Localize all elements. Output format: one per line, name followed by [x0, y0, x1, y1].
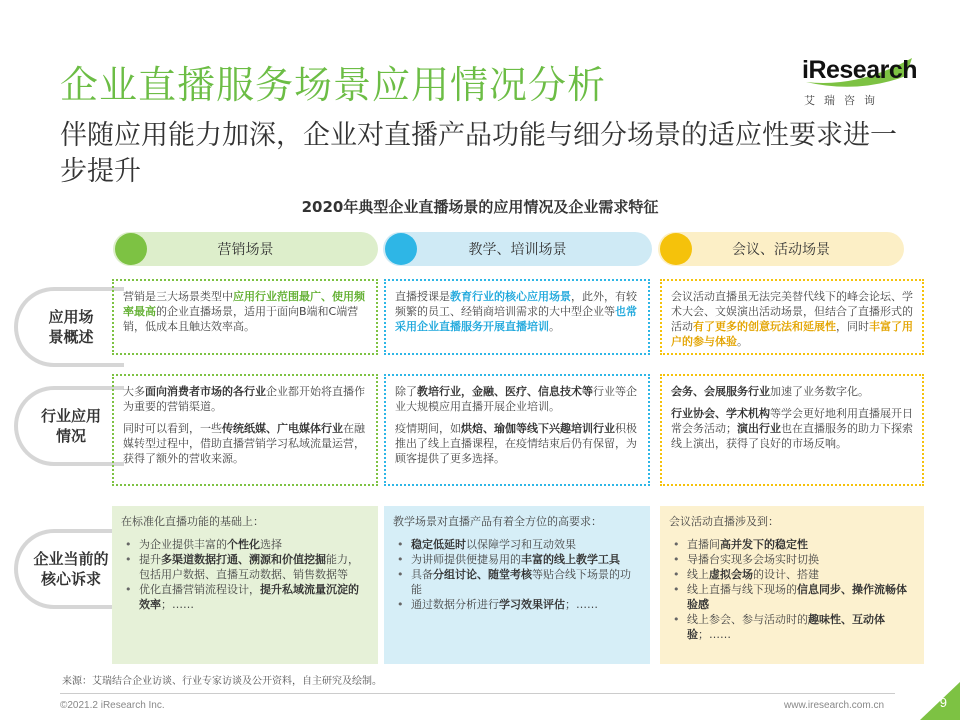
cell-bold: 烘焙、瑜伽等线下兴趣培训行业: [461, 422, 615, 435]
cell-highlight: 也常采用企业直播服务开展直播培训: [395, 305, 637, 333]
cell-meeting-demand: [660, 506, 924, 664]
column-header-meeting: [658, 232, 904, 266]
cell-text: 通过数据分析进行: [411, 598, 499, 611]
cell-bold: 教培行业，金融、医疗、信息技术等: [417, 385, 593, 398]
cell-bold: 虚拟会场: [709, 568, 753, 581]
cell-training-demand: [384, 506, 650, 664]
cell-intro: 教学场景对直播产品有着全方位的高要求：: [393, 515, 602, 528]
cell-bold: 多渠道数据打通、溯源和价值挖掘: [161, 553, 326, 566]
cell-text: 营销是三大场景类型中: [123, 290, 233, 303]
cell-text: 具备: [411, 568, 433, 581]
cell-marketing-overview: [112, 279, 378, 355]
cell-text: 的企业直播场景，适用于面向B端和C端营销，低成本且触达效率高。: [123, 305, 359, 333]
cell-text: 同时可以看到，一些: [123, 422, 222, 435]
cell-bold: 传统纸媒、广电媒体行业: [222, 422, 343, 435]
cell-bold: 演出行业: [737, 422, 781, 435]
list-item: [669, 552, 915, 567]
cell-text: 能力，包括用户数据、直播互动数据、销售数据等: [139, 553, 359, 581]
list-item: [669, 612, 915, 642]
demand-list: [121, 537, 369, 612]
page-subtitle: 伴随应用能力加深，企业对直播产品功能与细分场景的适应性要求进一步提升: [60, 120, 897, 187]
cell-highlight: 教育行业的核心应用场景: [450, 290, 571, 303]
row-label-demand: [14, 529, 124, 609]
column-header-training: [383, 232, 652, 266]
cell-bold: 会务、会展服务行业: [671, 385, 770, 398]
cell-text: 会议活动直播虽无法完美替代线下的峰会论坛、学术大会、文娱演出活动场景，但结合了直播形式的活动: [671, 290, 913, 333]
cell-text: 等贴合线下场景的功能: [411, 568, 631, 596]
cell-paragraph: [395, 421, 639, 466]
cell-text: ，同时: [836, 320, 869, 333]
cell-text: 为企业提供丰富的: [139, 538, 227, 551]
source-note: 来源：艾瑞结合企业访谈、行业专家访谈及公开资料，自主研究及绘制。: [62, 676, 382, 687]
cell-text: 除了: [395, 385, 417, 398]
cell-text: 直播间: [687, 538, 720, 551]
logo-brand-text: iResearch: [802, 56, 918, 84]
cell-text: 直播授课是: [395, 290, 450, 303]
cell-text: 。: [549, 320, 560, 333]
cell-paragraph: [395, 384, 639, 414]
list-item: [393, 552, 641, 567]
green-circle-icon: [115, 233, 147, 265]
cell-text: 大多: [123, 385, 145, 398]
cell-bold: 丰富的线上教学工具: [521, 553, 620, 566]
cell-text: 线上: [687, 568, 709, 581]
cell-text: 在融媒转型过程中，借助直播营销学习私域流量运营，获得了额外的营收来源。: [123, 422, 365, 465]
page-title: 企业直播服务场景应用情况分析: [60, 63, 607, 107]
cell-marketing-demand: [112, 506, 378, 664]
cell-text: 疫情期间，如: [395, 422, 461, 435]
cell-text: 加速了业务数字化。: [770, 385, 869, 398]
row-label-text: 企业当前的核心诉求: [33, 550, 109, 588]
cell-text: 也在直播服务的助力下探索线上演出，获得了良好的市场反响。: [671, 422, 913, 450]
yellow-circle-icon: [660, 233, 692, 265]
cell-highlight: 丰富了用户的参与体验: [671, 320, 913, 348]
cell-text: 优化直播营销流程设计，: [139, 583, 260, 596]
cell-bold: 提升私域流量沉淀的效率: [139, 583, 359, 611]
blue-circle-icon: [385, 233, 417, 265]
cell-bold: 趣味性、互动体验: [687, 613, 885, 641]
cell-bold: 个性化: [227, 538, 260, 551]
copyright: ©2021.2 iResearch Inc.: [60, 700, 165, 711]
column-header-label: 教学、培训场景: [468, 242, 567, 258]
list-item: [393, 537, 641, 552]
cell-text: 导播台实现多会场实时切换: [687, 553, 819, 566]
cell-text: 线上直播与线下现场的: [687, 583, 797, 596]
demand-list: [669, 537, 915, 642]
table-title: 2020年典型企业直播场景的应用情况及企业需求特征: [301, 198, 659, 216]
list-item: [669, 582, 915, 612]
row-label-industry: [14, 386, 124, 466]
cell-training-overview: [384, 279, 650, 355]
cell-text: 线上参会、参与活动时的: [687, 613, 808, 626]
cell-intro: 会议活动直播涉及到：: [669, 515, 779, 528]
list-item: [121, 582, 369, 612]
cell-bold: 稳定低延时: [411, 538, 466, 551]
cell-bold: 学习效果评估: [499, 598, 565, 611]
cell-text: ；……: [565, 598, 598, 611]
cell-text: 的设计、搭建: [753, 568, 819, 581]
cell-text: 等学会更好地利用直播展开日常会务活动；: [671, 407, 913, 435]
page-number: 9: [939, 695, 947, 710]
cell-bold: 高并发下的稳定性: [720, 538, 808, 551]
cell-meeting-overview: [660, 279, 924, 355]
cell-paragraph: [123, 421, 367, 466]
cell-paragraph: [671, 384, 913, 399]
row-label-overview: [14, 287, 124, 367]
list-item: [121, 537, 369, 552]
cell-text: 。: [737, 335, 748, 348]
cell-bold: 分组讨论、随堂考核: [433, 568, 532, 581]
cell-meeting-industry: [660, 374, 924, 486]
cell-text: 企业都开始将直播作为重要的营销渠道。: [123, 385, 365, 413]
cell-text: ，此外，有较频繁的员工、经销商培训需求的大中型企业等: [395, 290, 637, 318]
column-header-label: 营销场景: [217, 242, 274, 258]
list-item: [121, 552, 369, 582]
cell-text: 以保障学习和互动效果: [466, 538, 576, 551]
list-item: [669, 537, 915, 552]
list-item: [393, 597, 641, 612]
column-header-marketing: [113, 232, 378, 266]
website-link[interactable]: www.iresearch.com.cn: [784, 700, 885, 711]
iresearch-logo: [788, 48, 918, 110]
cell-paragraph: [671, 406, 913, 451]
demand-list: [393, 537, 641, 612]
logo-cn-text: 艾瑞咨询: [804, 94, 884, 107]
list-item: [393, 567, 641, 597]
cell-marketing-industry: [112, 374, 378, 486]
cell-text: 为讲师提供便捷易用的: [411, 553, 521, 566]
cell-highlight: 有了更多的创意玩法和延展性: [693, 320, 836, 333]
cell-text: 提升: [139, 553, 161, 566]
cell-bold: 面向消费者市场的各行业: [145, 385, 266, 398]
cell-text: 行业等企业大规模应用直播开展企业培训。: [395, 385, 637, 413]
column-header-label: 会议、活动场景: [732, 242, 830, 258]
cell-highlight: 应用行业范围最广、使用频率最高: [123, 290, 365, 318]
cell-text: 积极推出了线上直播课程，在疫情结束后仍有保留，为顾客提供了更多选择。: [395, 422, 637, 465]
footer-divider: [60, 693, 895, 694]
cell-bold: 信息同步、操作流畅体验感: [687, 583, 907, 611]
cell-text: ；……: [698, 628, 731, 641]
list-item: [669, 567, 915, 582]
row-label-text: 应用场景概述: [48, 308, 94, 346]
row-label-text: 行业应用情况: [40, 407, 101, 445]
cell-text: 选择: [260, 538, 282, 551]
cell-paragraph: [123, 384, 367, 414]
cell-training-industry: [384, 374, 650, 486]
cell-intro: 在标准化直播功能的基础上：: [121, 515, 264, 528]
cell-text: ；……: [161, 598, 194, 611]
cell-bold: 行业协会、学术机构: [671, 407, 770, 420]
